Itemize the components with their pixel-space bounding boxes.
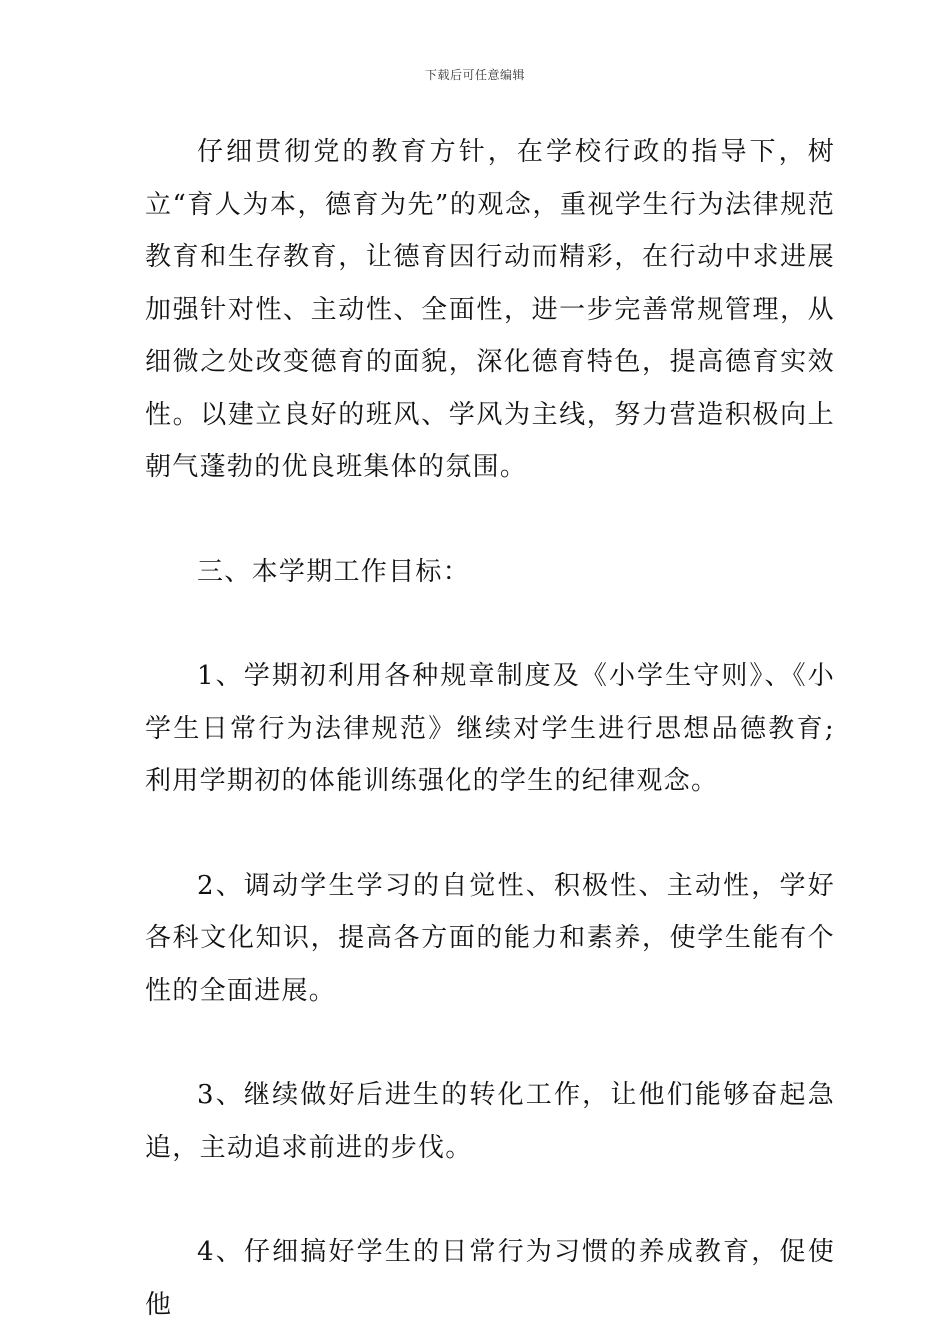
goal-item-4: 4、仔细搞好学生的日常行为习惯的养成教育，促使他 xyxy=(145,1237,835,1320)
section-heading: 三、本学期工作目标： xyxy=(197,556,471,587)
goal-item-3: 3、继续做好后进生的转化工作，让他们能够奋起急追，主动追求前进的步伐。 xyxy=(145,1080,835,1163)
paragraph-gap xyxy=(145,808,835,860)
document-body xyxy=(145,126,835,1331)
page-header-note: 下载后可任意编辑 xyxy=(424,68,525,82)
goal-item-1: 1、学期初利用各种规章制度及《小学生守则》、《小学生日常行为法律规范》继续对学生进行思想品德教育;利用学期初的体能训练强化的学生的纪律观念。 xyxy=(145,661,835,796)
paragraph-gap xyxy=(145,1174,835,1226)
paragraph-gap xyxy=(145,1017,835,1069)
goal-item-2: 2、调动学生学习的自觉性、积极性、主动性，学好各科文化知识，提高各方面的能力和素养，使学生能有个性的全面进展。 xyxy=(145,870,835,1006)
paragraph-gap xyxy=(145,598,835,650)
intro-paragraph: 仔细贯彻党的教育方针，在学校行政的指导下，树立“育人为本，德育为先”的观念，重视学生行为法律规范教育和生存教育，让德育因行动而精彩，在行动中求进展加强针对性、主动性、全面性，进一步完善常规管理，从细微之处改变德育的面貌，深化德育特色，提高德育实效性。以建立良好的班风、学风为主线，努力营造积极向上朝气蓬勃的优良班集体的氛围。 xyxy=(145,137,835,482)
paragraph-gap xyxy=(145,494,835,546)
